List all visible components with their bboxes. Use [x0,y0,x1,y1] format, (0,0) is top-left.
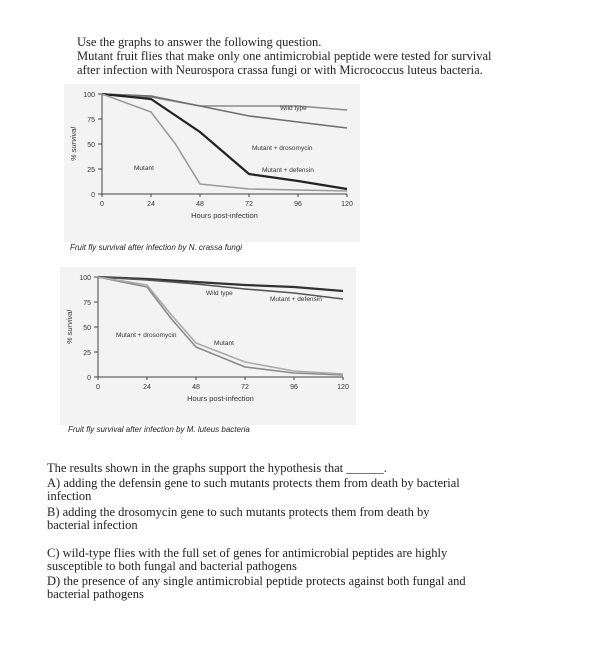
series-annotation: Mutant + drosomycin [116,332,177,339]
y-tick-label: 50 [87,142,95,149]
series-annotation: Wild type [280,105,307,112]
y-tick-label: 0 [91,192,95,199]
question-stem: The results shown in the graphs support the hypothesis that ______. [47,461,387,475]
option-d-cont: bacterial pathogens [47,587,144,601]
x-tick-label: 96 [294,201,302,208]
fungi-survival-chart [62,82,362,247]
series-annotation: Mutant + defensin [270,296,322,303]
y-tick-label: 25 [83,350,91,357]
x-tick-label: 120 [337,384,349,391]
option-d[interactable]: D) the presence of any single antimicrobial peptide protects against both fungal and [47,574,466,588]
x-tick-label: 96 [290,384,298,391]
intro-line-1: Use the graphs to answer the following question. [77,35,322,49]
option-c[interactable]: C) wild-type flies with the full set of genes for antimicrobial peptides are highly [47,546,448,560]
y-tick-label: 25 [87,167,95,174]
x-tick-label: 48 [192,384,200,391]
option-a-cont: infection [47,489,92,503]
fungi-chart-caption: Fruit fly survival after infection by N. crassa fungi [70,243,243,252]
y-tick-label: 75 [87,117,95,124]
x-axis-label: Hours post-infection [187,394,254,403]
x-tick-label: 0 [100,201,104,208]
y-axis-label: % survival [69,126,78,162]
x-axis-label: Hours post-infection [191,211,258,220]
intro-line-2: Mutant fruit flies that make only one antimicrobial peptide were tested for survival [77,49,492,63]
x-tick-label: 72 [241,384,249,391]
y-tick-label: 0 [87,375,91,382]
x-tick-label: 24 [143,384,151,391]
option-c-cont: susceptible to both fungal and bacterial pathogens [47,559,297,573]
option-b-cont: bacterial infection [47,518,138,532]
y-tick-label: 100 [79,275,91,282]
y-tick-label: 75 [83,300,91,307]
x-tick-label: 120 [341,201,353,208]
bacteria-survival-chart [58,265,358,430]
option-b[interactable]: B) adding the drosomycin gene to such mutants protects them from death by [47,505,430,519]
y-tick-label: 100 [83,92,95,99]
intro-line-3: after infection with Neurospora crassa fungi or with Micrococcus luteus bacteria. [77,63,483,77]
series-annotation: Mutant + defensin [262,167,314,174]
series-annotation: Mutant + drosomycin [252,145,313,152]
series-annotation: Wild type [206,290,233,297]
y-axis-label: % survival [65,309,74,345]
x-tick-label: 24 [147,201,155,208]
y-tick-label: 50 [83,325,91,332]
series-annotation: Mutant [134,165,154,172]
series-annotation: Mutant [214,340,234,347]
bacteria-chart-caption: Fruit fly survival after infection by M. luteus bacteria [68,425,250,434]
x-tick-label: 72 [245,201,253,208]
x-tick-label: 0 [96,384,100,391]
option-a[interactable]: A) adding the defensin gene to such mutants protects them from death by bacterial [47,476,460,490]
x-tick-label: 48 [196,201,204,208]
